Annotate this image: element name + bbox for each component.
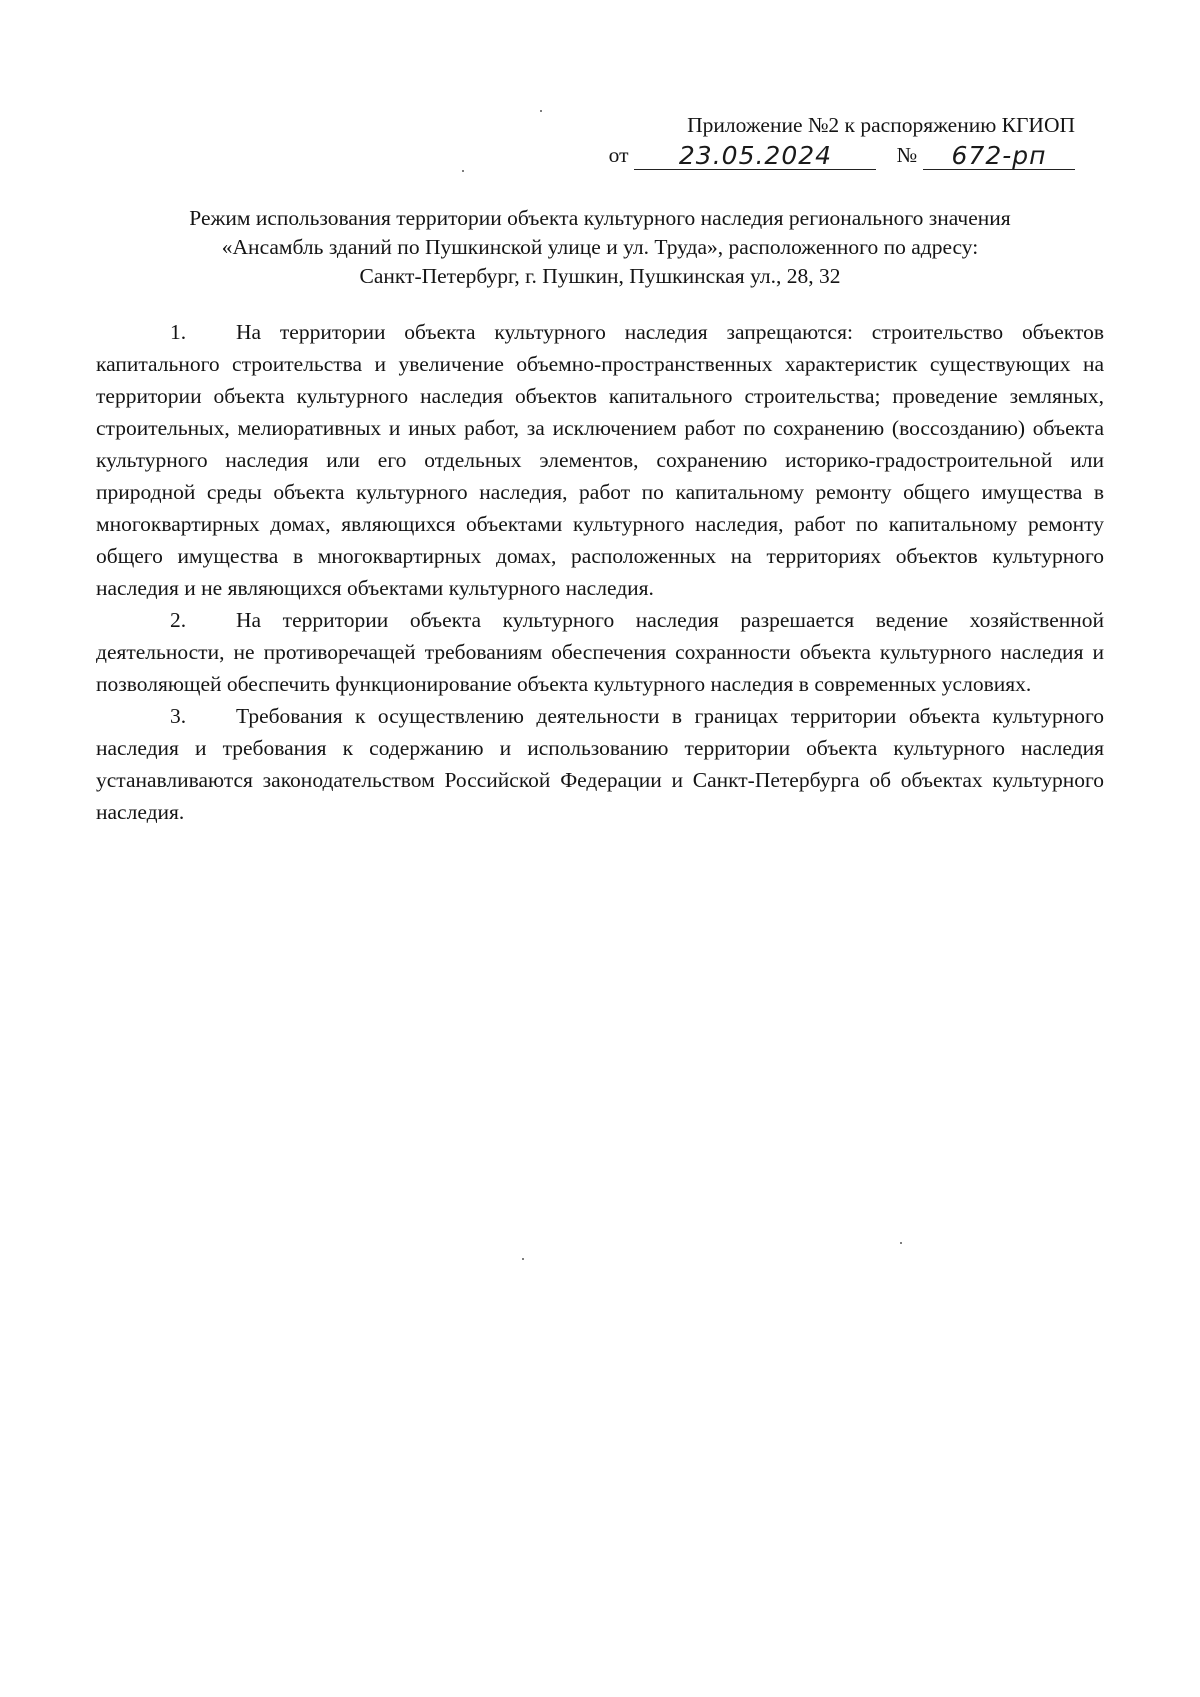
title-line-3: Санкт-Петербург, г. Пушкин, Пушкинская ул., 28, 32 — [359, 264, 841, 288]
paragraph-text: Требования к осуществлению деятельности в границах территории объекта культурного наследия и требования к содержанию и использованию территории объекта культурного наследия устанавливаются законодательством Российской Федерации и Санкт-Петербурга об объектах культурного наследия. — [96, 704, 1104, 824]
paragraph-text: На территории объекта культурного наследия разрешается ведение хозяйственной деятельности, не противоречащей требованиям обеспечения сохранности объекта культурного наследия и позволяющей обеспечить функционирование объекта культурного наследия в современных условиях. — [96, 608, 1104, 696]
document-title — [125, 204, 1075, 291]
paragraph-1 — [96, 316, 1104, 604]
document-body — [96, 316, 1104, 828]
paragraph-text: На территории объекта культурного наследия запрещаются: строительство объектов капитального строительства и увеличение объемно-пространственных характеристик существующих на территории объекта культурного наследия объектов капитального строительства; проведение земляных, строительных, мелиоративных и иных работ, за исключением работ по сохранению (воссозданию) объекта культурного наследия или его отдельных элементов, сохранению историко-градостроительной или природной среды объекта культурного наследия, работ по капитальному ремонту общего имущества в многоквартирных домах, являющихся объектами культурного наследия, работ по капитальному ремонту общего имущества в многоквартирных домах, расположенных на территориях объектов культурного наследия и не являющихся объектами культурного наследия. — [96, 320, 1104, 600]
title-line-2: «Ансамбль зданий по Пушкинской улице и ул. Труда», расположенного по адресу: — [221, 235, 979, 259]
handwritten-date: 23.05.2024 — [634, 143, 876, 170]
handwritten-number: 672-рп — [923, 143, 1075, 170]
appendix-line: Приложение №2 к распоряжению КГИОП — [687, 113, 1075, 137]
paragraph-number: 1. — [170, 320, 187, 344]
paragraph-2 — [96, 604, 1104, 700]
paragraph-number: 2. — [170, 608, 187, 632]
scan-speck — [540, 110, 542, 112]
number-label: № — [896, 143, 917, 167]
order-reference — [609, 140, 1075, 170]
from-label: от — [608, 143, 629, 167]
paragraph-number: 3. — [170, 704, 187, 728]
appendix-header — [609, 110, 1075, 170]
scan-speck — [462, 170, 464, 172]
scan-speck — [900, 1242, 902, 1244]
scan-speck — [522, 1258, 524, 1260]
paragraph-3 — [96, 700, 1104, 828]
title-line-1: Режим использования территории объекта культурного наследия регионального значения — [189, 206, 1011, 230]
